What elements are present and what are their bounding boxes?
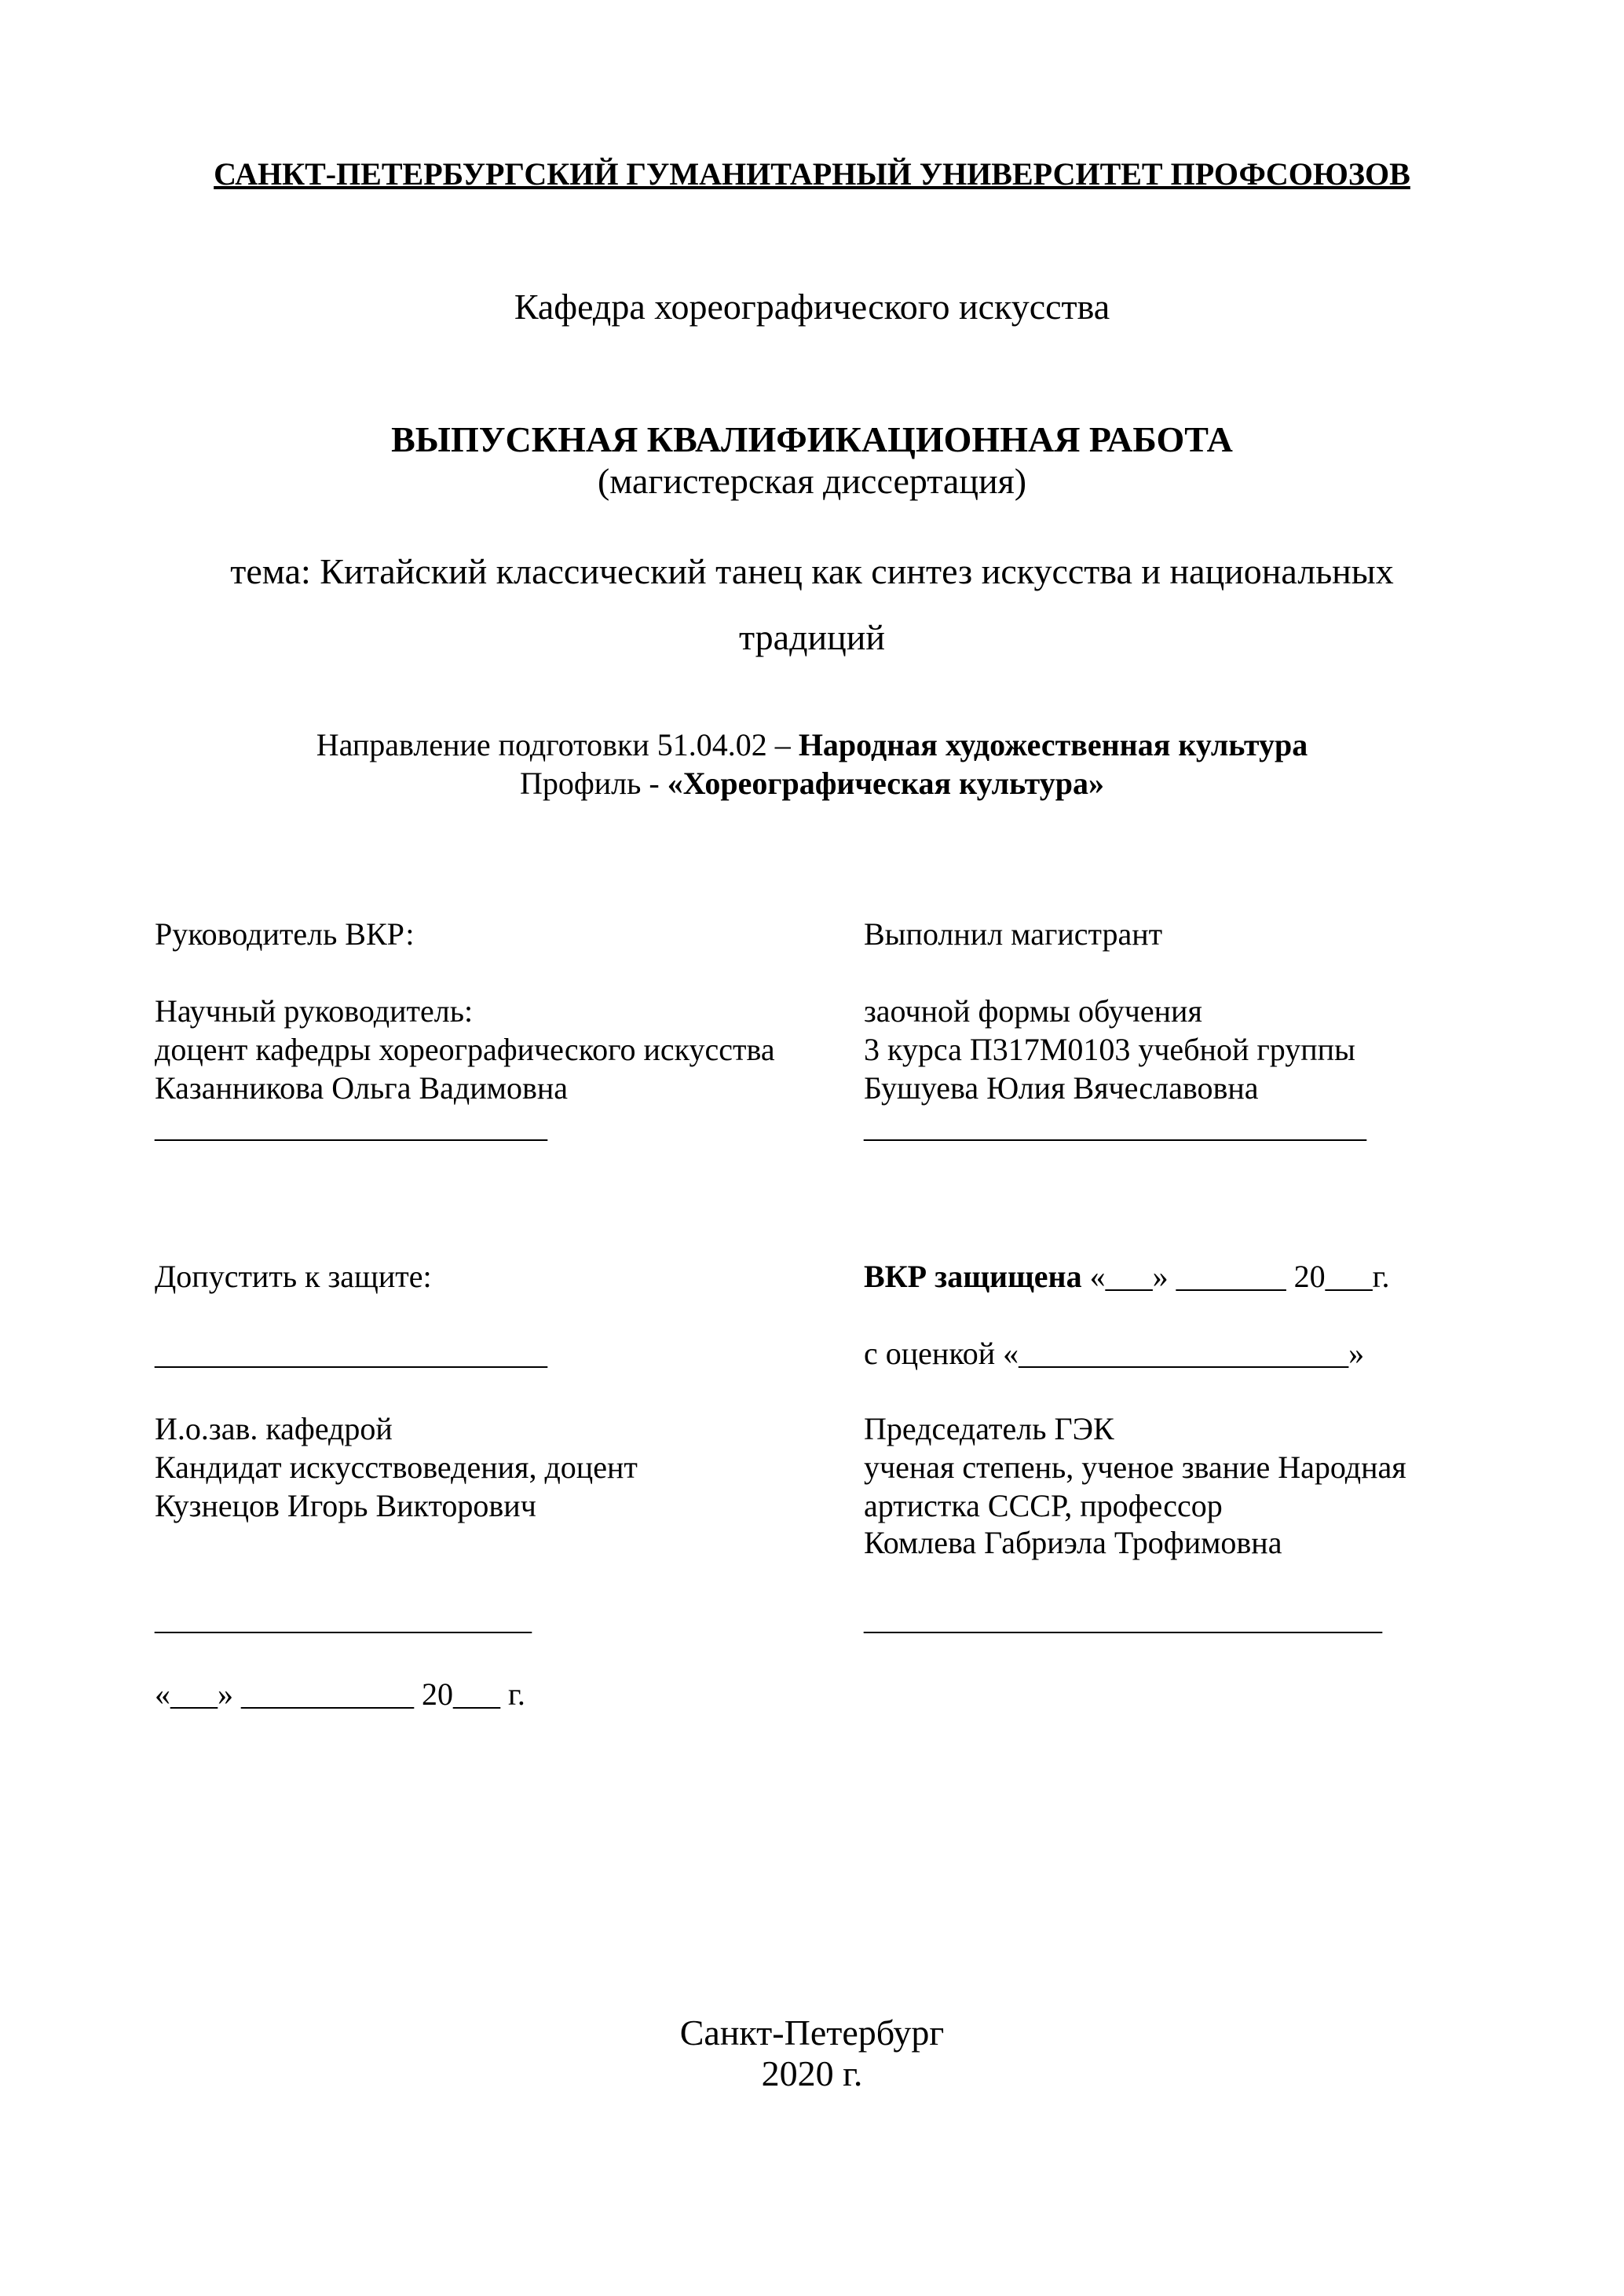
topic-line-1: тема: Китайский классический танец как синтез искусства и национальных [230, 551, 1394, 591]
university-name: САНКТ-ПЕТЕРБУРГСКИЙ ГУМАНИТАРНЫЙ УНИВЕРСИТЕТ ПРОФСОЮЗОВ [214, 156, 1410, 192]
head-label: И.о.зав. кафедрой [155, 1411, 393, 1446]
student-signature-line: ________________________________ [864, 1109, 1366, 1144]
chair-label: Председатель ГЭК [864, 1411, 1114, 1446]
admit-date-line: «___» ___________ 20___ г. [155, 1676, 525, 1712]
profile-name: «Хореографическая культура» [667, 766, 1105, 801]
direction-prefix: Направление подготовки 51.04.02 – [316, 727, 799, 762]
direction-line [0, 726, 1624, 765]
head-signature-line: ________________________ [155, 1601, 532, 1636]
head-name: Кузнецов Игорь Викторович [155, 1488, 536, 1523]
department-name: Кафедра хореографического искусства [514, 287, 1110, 327]
defended-label: ВКР защищена [864, 1259, 1082, 1294]
admit-label: Допустить к защите: [155, 1259, 432, 1294]
topic-line-2: традиций [739, 617, 885, 657]
profile-prefix: Профиль - [519, 766, 668, 801]
defended-date: «___» _______ 20___г. [1081, 1259, 1390, 1294]
student-label: Выполнил магистрант [864, 916, 1163, 952]
student-group: 3 курса П317М0103 учебной группы [864, 1032, 1355, 1067]
student-name: Бушуева Юлия Вячеславовна [864, 1070, 1259, 1106]
grade-line: с оценкой «_____________________» [864, 1336, 1365, 1371]
profile-line [0, 764, 1624, 803]
sci-supervisor-position: доцент кафедры хореографического искусства [155, 1032, 775, 1067]
sci-supervisor-name: Казанникова Ольга Вадимовна [155, 1070, 568, 1106]
head-degree: Кандидат искусствоведения, доцент [155, 1450, 638, 1485]
work-subtype: (магистерская диссертация) [597, 461, 1027, 501]
direction-name: Народная художественная культура [798, 727, 1308, 762]
study-form: заочной формы обучения [864, 993, 1202, 1029]
chair-degree-1: ученая степень, ученое звание Народная [864, 1450, 1406, 1485]
sci-supervisor-label: Научный руководитель: [155, 993, 474, 1029]
chair-signature-line: _________________________________ [864, 1601, 1382, 1636]
supervisor-label: Руководитель ВКР: [155, 916, 415, 952]
chair-degree-2: артистка СССР, профессор [864, 1488, 1223, 1523]
city: Санкт-Петербург [679, 2013, 945, 2053]
year: 2020 г. [761, 2053, 863, 2093]
admit-signature-line: _________________________ [155, 1336, 547, 1371]
chair-name: Комлева Габриэла Трофимовна [864, 1525, 1282, 1560]
work-type-title: ВЫПУСКНАЯ КВАЛИФИКАЦИОННАЯ РАБОТА [391, 419, 1233, 459]
defended-line [864, 1257, 1389, 1296]
supervisor-signature-line: _________________________ [155, 1109, 547, 1144]
